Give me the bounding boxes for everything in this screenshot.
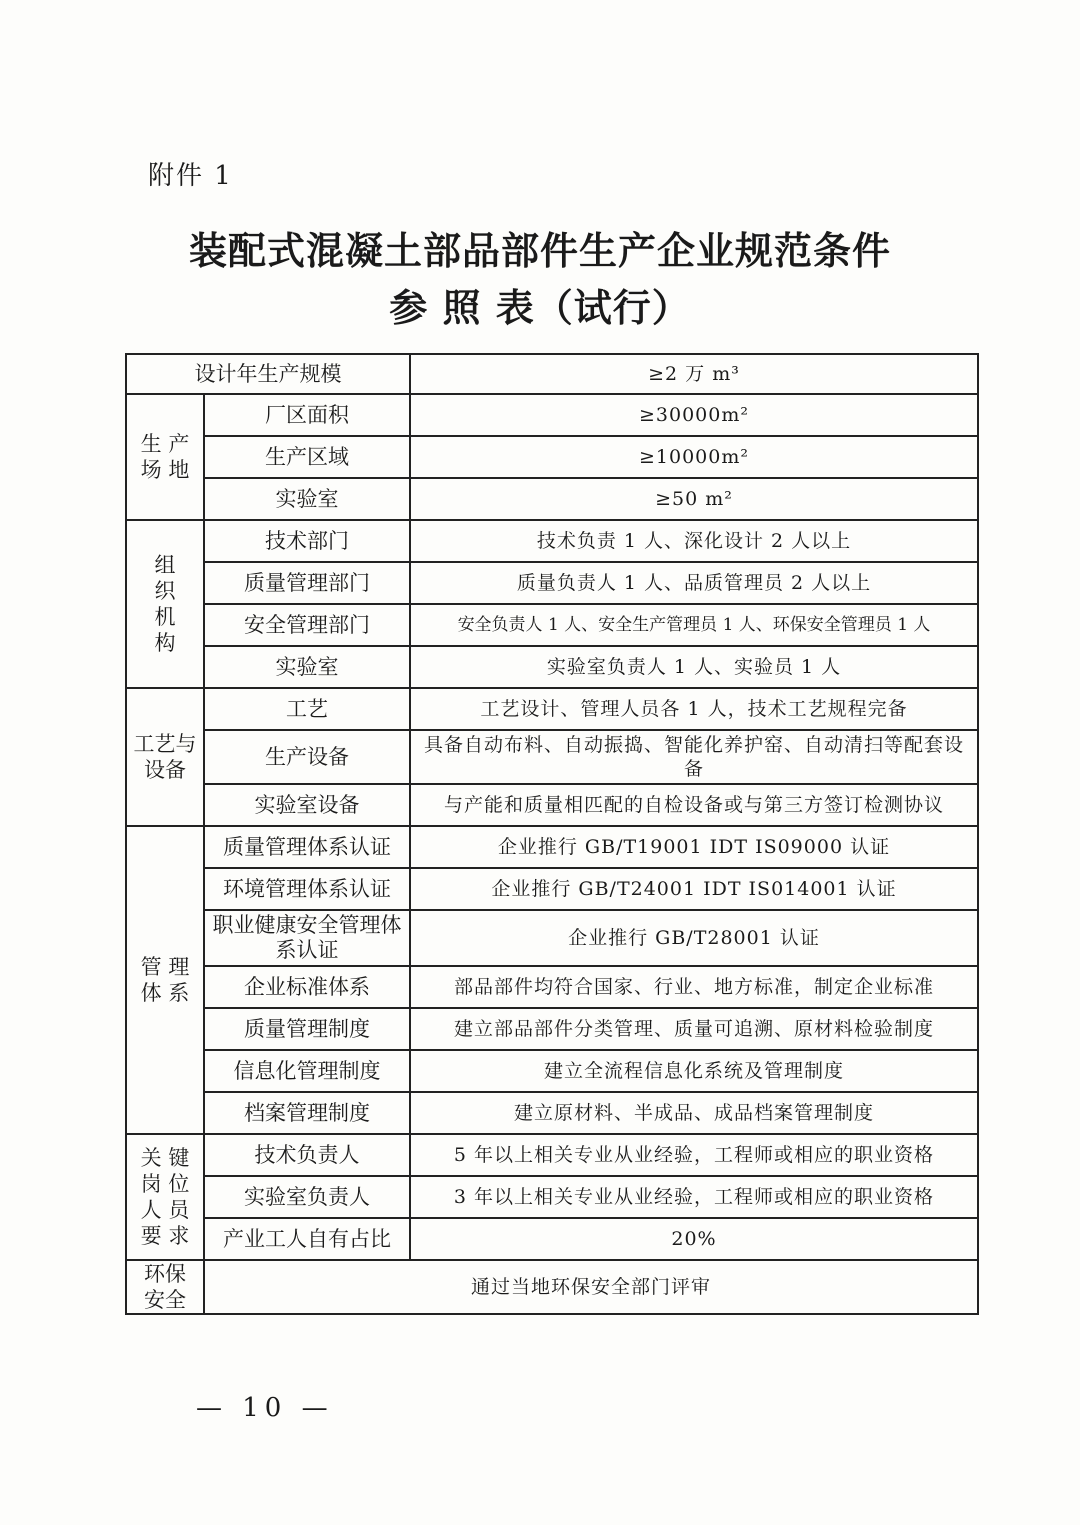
row-item: 工艺 — [204, 688, 410, 730]
table-row — [126, 394, 978, 436]
table-row — [126, 604, 978, 646]
row-value: 实验室负责人 1 人、实验员 1 人 — [410, 646, 978, 688]
row-item: 环境管理体系认证 — [204, 868, 410, 910]
table-row — [126, 784, 978, 826]
row-value: 通过当地环保安全部门评审 — [204, 1260, 978, 1314]
document-subtitle: 参 照 表（试行） — [389, 285, 691, 330]
table-row — [126, 1050, 978, 1092]
table-row — [126, 688, 978, 730]
spec-table — [125, 353, 979, 1315]
row-value: 工艺设计、管理人员各 1 人，技术工艺规程完备 — [410, 688, 978, 730]
table-row — [126, 1218, 978, 1260]
row-value: 与产能和质量相匹配的自检设备或与第三方签订检测协议 — [410, 784, 978, 826]
row-value: 建立原材料、半成品、成品档案管理制度 — [410, 1092, 978, 1134]
table-row — [126, 436, 978, 478]
table-row — [126, 562, 978, 604]
row-item: 实验室 — [204, 478, 410, 520]
category-env: 环保 安全 — [126, 1260, 204, 1314]
row-value: 技术负责 1 人、深化设计 2 人以上 — [410, 520, 978, 562]
table-row — [126, 646, 978, 688]
capacity-label: 设计年生产规模 — [126, 354, 410, 394]
row-value: ≥50 m² — [410, 478, 978, 520]
table-row — [126, 730, 978, 784]
attachment-label: 附件 1 — [148, 161, 233, 191]
row-value: 企业推行 GB/T19001 IDT IS09000 认证 — [410, 826, 978, 868]
category-mgmt: 管 理 体 系 — [126, 826, 204, 1134]
row-item: 实验室设备 — [204, 784, 410, 826]
row-item: 生产区域 — [204, 436, 410, 478]
row-item: 档案管理制度 — [204, 1092, 410, 1134]
table-row — [126, 520, 978, 562]
row-value: 部品部件均符合国家、行业、地方标准，制定企业标准 — [410, 966, 978, 1008]
table-row — [126, 868, 978, 910]
row-value: 5 年以上相关专业从业经验，工程师或相应的职业资格 — [410, 1134, 978, 1176]
table-row — [126, 910, 978, 966]
row-value: 企业推行 GB/T28001 认证 — [410, 910, 978, 966]
table-row — [126, 1092, 978, 1134]
row-value: 企业推行 GB/T24001 IDT IS014001 认证 — [410, 868, 978, 910]
table-row — [126, 1260, 978, 1314]
row-item: 企业标准体系 — [204, 966, 410, 1008]
category-org: 组 织 机 构 — [126, 520, 204, 688]
row-item: 技术部门 — [204, 520, 410, 562]
row-item: 产业工人自有占比 — [204, 1218, 410, 1260]
row-value: 具备自动布料、自动振捣、智能化养护窑、自动清扫等配套设备 — [410, 730, 978, 784]
row-value: 建立全流程信息化系统及管理制度 — [410, 1050, 978, 1092]
table-row — [126, 478, 978, 520]
row-item: 实验室负责人 — [204, 1176, 410, 1218]
row-value: 质量负责人 1 人、品质管理员 2 人以上 — [410, 562, 978, 604]
table-row — [126, 966, 978, 1008]
row-item: 安全管理部门 — [204, 604, 410, 646]
row-item: 职业健康安全管理体系认证 — [204, 910, 410, 966]
row-item: 信息化管理制度 — [204, 1050, 410, 1092]
category-site: 生 产 场 地 — [126, 394, 204, 520]
row-item: 技术负责人 — [204, 1134, 410, 1176]
row-item: 生产设备 — [204, 730, 410, 784]
table-row — [126, 1134, 978, 1176]
row-item: 质量管理制度 — [204, 1008, 410, 1050]
row-value: 安全负责人 1 人、安全生产管理员 1 人、环保安全管理员 1 人 — [410, 604, 978, 646]
row-item: 厂区面积 — [204, 394, 410, 436]
category-staff: 关 键 岗 位 人 员 要 求 — [126, 1134, 204, 1260]
row-value: ≥10000m² — [410, 436, 978, 478]
page-number: — 10 — — [196, 1393, 334, 1423]
table-row — [126, 1008, 978, 1050]
row-item: 实验室 — [204, 646, 410, 688]
category-process: 工艺与 设备 — [126, 688, 204, 826]
row-value: 20% — [410, 1218, 978, 1260]
table-row — [126, 826, 978, 868]
row-item: 质量管理部门 — [204, 562, 410, 604]
table-row — [126, 1176, 978, 1218]
row-value: ≥30000m² — [410, 394, 978, 436]
row-item: 质量管理体系认证 — [204, 826, 410, 868]
row-value: 3 年以上相关专业从业经验，工程师或相应的职业资格 — [410, 1176, 978, 1218]
capacity-value: ≥2 万 m³ — [410, 354, 978, 394]
table-row — [126, 354, 978, 394]
row-value: 建立部品部件分类管理、质量可追溯、原材料检验制度 — [410, 1008, 978, 1050]
document-title: 装配式混凝土部品部件生产企业规范条件 — [188, 228, 891, 273]
